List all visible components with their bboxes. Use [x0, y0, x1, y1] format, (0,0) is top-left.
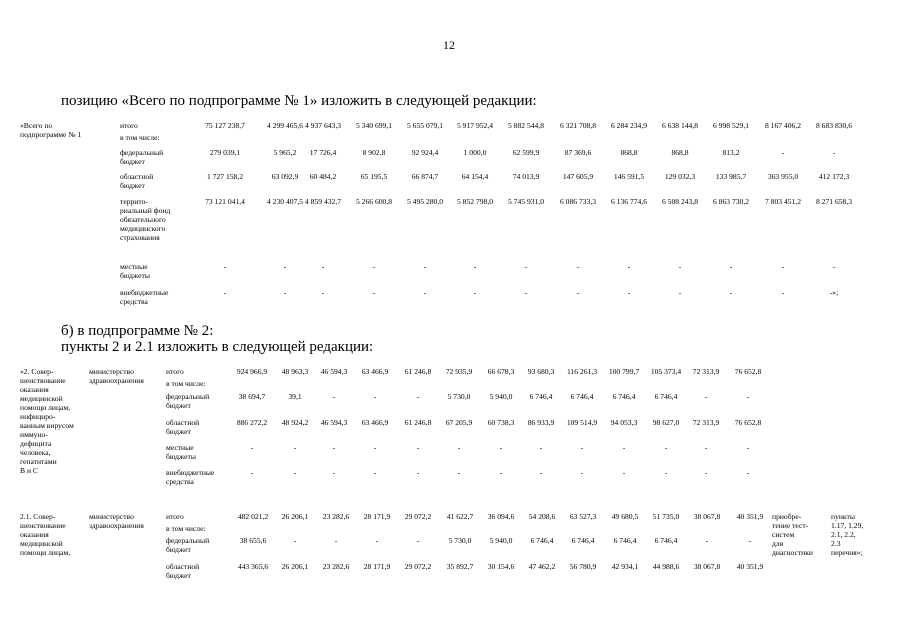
value-cell: 40 351,9 [736, 512, 764, 521]
value-cell: 87 369,6 [564, 148, 592, 157]
value-cell: - [332, 443, 336, 452]
value-cell: - [223, 262, 227, 271]
source-label-line: риальный фонд [120, 206, 171, 215]
value-cell: 6 863 730,2 [712, 197, 750, 206]
value-cell: 38 694,7 [238, 392, 266, 401]
executor-line: здравоохранения [89, 376, 144, 385]
value-cell: - [678, 288, 682, 297]
value-cell: - [678, 262, 682, 271]
source-label-line: федеральный [166, 536, 210, 545]
value-cell: - [576, 262, 580, 271]
value-cell: 6 746,4 [571, 536, 595, 545]
value-cell: - [473, 288, 477, 297]
value-cell: 8 683 830,6 [815, 121, 853, 130]
value-cell: 29 072,2 [404, 512, 432, 521]
source-label [120, 121, 138, 130]
value-cell: 76 652,8 [734, 367, 762, 376]
list-reference-line: перечня»; [831, 548, 863, 557]
value-cell: - [416, 443, 420, 452]
value-cell: - [627, 288, 631, 297]
measure-name [20, 367, 74, 475]
value-cell: 60 738,3 [487, 418, 515, 427]
value-cell: - [372, 288, 376, 297]
measure-name [20, 121, 81, 139]
value-cell: 30 154,6 [487, 562, 515, 571]
source-label-line: бюджет [120, 157, 145, 166]
value-cell: 8 902,8 [362, 148, 386, 157]
heading-b1: б) в подпрограмме № 2: [61, 323, 214, 339]
value-cell: 5 340 699,1 [355, 121, 393, 130]
intro-heading: позицию «Всего по подпрограмме № 1» изложить в следующей редакции: [61, 93, 537, 109]
measure-name-line: шенствование [20, 376, 66, 385]
value-cell: - [746, 392, 750, 401]
source-label [120, 172, 153, 190]
value-cell: 35 892,7 [446, 562, 474, 571]
measure-name-line: помощи лицам, [20, 403, 71, 412]
value-cell: - [729, 262, 733, 271]
value-cell: 47 462,2 [528, 562, 556, 571]
value-cell: - [423, 262, 427, 271]
value-cell: 48 924,2 [281, 418, 309, 427]
value-cell: - [622, 468, 626, 477]
value-cell: 4 859 432,7 [304, 197, 342, 206]
measure-name-line: иммуно- [20, 430, 48, 439]
measure-name-line: помощи лицам, [20, 548, 71, 557]
value-cell: 94 053,3 [610, 418, 638, 427]
measure-name-line: гепатитами [20, 457, 57, 466]
value-cell: 5 730,0 [448, 536, 472, 545]
value-cell: 62 599,9 [512, 148, 540, 157]
expected-result-line: диагностики [772, 548, 813, 557]
measure-name-line: «2. Совер- [20, 367, 54, 376]
value-cell: 6 746,4 [529, 392, 553, 401]
value-cell: - [704, 443, 708, 452]
value-cell: - [539, 468, 543, 477]
value-cell: 146 591,5 [613, 172, 645, 181]
source-label [120, 262, 150, 280]
value-cell: - [746, 443, 750, 452]
value-cell: - [373, 468, 377, 477]
value-cell: 6 746,4 [654, 536, 678, 545]
value-cell: 66 678,3 [487, 367, 515, 376]
value-cell: 6 998 529,1 [712, 121, 750, 130]
value-cell: - [781, 148, 785, 157]
value-cell: 5 882 544,8 [507, 121, 545, 130]
value-cell: 65 195,5 [360, 172, 388, 181]
value-cell: 109 514,9 [566, 418, 598, 427]
value-cell: - [748, 536, 752, 545]
source-label-line: средства [166, 477, 194, 486]
value-cell: 443 365,6 [237, 562, 269, 571]
source-label [166, 524, 206, 533]
source-label-line: областной [120, 172, 154, 181]
source-label-line: итого [120, 121, 138, 130]
source-label-line: местные [120, 262, 148, 271]
source-label-line: в том числе: [120, 133, 160, 142]
value-cell: 46 594,3 [320, 367, 348, 376]
value-cell: 38 067,8 [693, 512, 721, 521]
source-label [166, 418, 199, 436]
value-cell: 4 299 465,6 [266, 121, 304, 130]
page-number: 12 [443, 38, 455, 52]
value-cell: 44 988,6 [652, 562, 680, 571]
value-cell: - [293, 468, 297, 477]
value-cell: - [704, 392, 708, 401]
value-cell: 23 282,6 [322, 512, 350, 521]
value-cell: - [524, 288, 528, 297]
source-label-line: местные [166, 443, 194, 452]
expected-result-line: тение тест- [772, 521, 809, 530]
value-cell: 26 206,1 [281, 562, 309, 571]
source-label-line: бюджет [166, 545, 191, 554]
value-cell: 116 261,3 [566, 367, 598, 376]
value-cell: 42 934,1 [611, 562, 639, 571]
measure-name-line: 2.1. Совер- [20, 512, 56, 521]
source-label-line: страхования [120, 233, 160, 242]
source-label-line: в том числе: [166, 379, 206, 388]
executor-line: здравоохранения [89, 521, 144, 530]
measure-name-line: медицинской [20, 394, 63, 403]
value-cell: - [373, 443, 377, 452]
value-cell: - [729, 288, 733, 297]
expected-result-line: систем [772, 530, 795, 539]
source-label [166, 468, 214, 486]
source-label-line: внебюджетные [120, 288, 169, 297]
value-cell: - [372, 262, 376, 271]
value-cell: 4 937 643,3 [304, 121, 342, 130]
value-cell: - [332, 392, 336, 401]
source-label [166, 443, 196, 461]
value-cell: 73 121 041,4 [205, 197, 245, 206]
value-cell: 76 652,8 [734, 418, 762, 427]
source-label [166, 536, 209, 554]
source-label [120, 133, 160, 142]
value-cell: - [524, 262, 528, 271]
value-cell: - [416, 536, 420, 545]
measure-name-line: медицинской [20, 539, 63, 548]
value-cell: 6 638 144,8 [661, 121, 699, 130]
source-label [166, 512, 184, 521]
value-cell: 72 313,9 [692, 367, 720, 376]
value-cell: 17 726,4 [309, 148, 337, 157]
value-cell: 67 205,9 [445, 418, 473, 427]
value-cell: - [250, 468, 254, 477]
value-cell: 36 094,6 [487, 512, 515, 521]
value-cell: 5 655 079,1 [406, 121, 444, 130]
source-label-line: обязательного [120, 215, 166, 224]
value-cell: - [499, 468, 503, 477]
value-cell: 28 171,9 [363, 512, 391, 521]
source-label-line: средства [120, 297, 148, 306]
value-cell: 7 803 451,2 [764, 197, 802, 206]
value-cell: 63 466,9 [361, 418, 389, 427]
value-cell: 813,2 [722, 148, 740, 157]
value-cell: 49 680,5 [611, 512, 639, 521]
source-label-line: медицинского [120, 224, 166, 233]
source-label-line: террито- [120, 197, 148, 206]
source-label [166, 562, 199, 580]
source-label-line: бюджеты [120, 271, 150, 280]
value-cell: 6 136 774,6 [610, 197, 648, 206]
value-cell: 38 067,8 [693, 562, 721, 571]
value-cell: 8 167 406,2 [764, 121, 802, 130]
value-cell: - [746, 468, 750, 477]
source-label-line: итого [166, 367, 184, 376]
source-label [166, 379, 206, 388]
value-cell: 86 933,9 [527, 418, 555, 427]
value-cell: 92 924,4 [411, 148, 439, 157]
value-cell: - [321, 288, 325, 297]
value-cell: - [781, 262, 785, 271]
value-cell: 279 039,1 [209, 148, 241, 157]
executor-line: министерство [89, 512, 134, 521]
measure-name-line: подпрограмме № 1 [20, 130, 82, 139]
value-cell: 54 208,6 [528, 512, 556, 521]
source-label-line: бюджет [166, 427, 191, 436]
list-reference-line: 2.1, 2.2, [831, 530, 856, 539]
value-cell: 6 284 234,9 [610, 121, 648, 130]
expected-result-line: для [772, 539, 784, 548]
value-cell: 129 032,3 [664, 172, 696, 181]
value-cell: - [781, 288, 785, 297]
value-cell: 868,8 [671, 148, 689, 157]
value-cell: - [622, 443, 626, 452]
measure-name [20, 512, 70, 557]
value-cell: - [293, 443, 297, 452]
value-cell: 5 940,0 [489, 536, 513, 545]
value-cell: 105 373,4 [650, 367, 682, 376]
value-cell: - [321, 262, 325, 271]
value-cell: 5 266 600,8 [355, 197, 393, 206]
executor [89, 512, 144, 530]
source-label-line: бюджет [166, 571, 191, 580]
value-cell: - [832, 148, 836, 157]
list-reference-line: пункты [831, 512, 855, 521]
value-cell: 147 605,9 [562, 172, 594, 181]
value-cell: 5 940,0 [489, 392, 513, 401]
source-label-line: федеральный [120, 148, 164, 157]
value-cell: 61 246,8 [404, 418, 432, 427]
value-cell: 924 966,9 [236, 367, 268, 376]
value-cell: 63 092,9 [271, 172, 299, 181]
value-cell: 39,1 [288, 392, 302, 401]
source-label-line: внебюджетные [166, 468, 215, 477]
value-cell: 51 735,0 [652, 512, 680, 521]
value-cell: - [580, 468, 584, 477]
value-cell: 75 127 238,7 [205, 121, 245, 130]
source-label-line: итого [166, 512, 184, 521]
value-cell: 23 282,6 [322, 562, 350, 571]
value-cell: 5 852 798,0 [456, 197, 494, 206]
value-cell: - [250, 443, 254, 452]
value-cell: - [373, 392, 377, 401]
value-cell: 29 072,2 [404, 562, 432, 571]
value-cell: 66 874,7 [411, 172, 439, 181]
measure-name-line: «Всего по [20, 121, 53, 130]
source-label-line: бюджеты [166, 452, 196, 461]
value-cell: 100 799,7 [608, 367, 640, 376]
list-reference-line: 1.17, 1.29, [831, 521, 864, 530]
list-reference [831, 512, 863, 557]
value-cell: - [457, 468, 461, 477]
measure-name-line: оказания [20, 385, 49, 394]
value-cell: 60 484,2 [309, 172, 337, 181]
value-cell: - [664, 468, 668, 477]
value-cell: - [283, 288, 287, 297]
value-cell: 1 727 158,2 [206, 172, 244, 181]
source-label-line: бюджет [120, 181, 145, 190]
value-cell: 412 172,3 [818, 172, 850, 181]
value-cell: 5 965,2 [273, 148, 297, 157]
value-cell: 363 955,0 [767, 172, 799, 181]
measure-name-line: человека, [20, 448, 51, 457]
value-cell: 26 206,1 [281, 512, 309, 521]
measure-name-line: дефицита [20, 439, 52, 448]
value-cell: - [293, 536, 297, 545]
value-cell: 6 746,4 [613, 536, 637, 545]
value-cell: - [375, 536, 379, 545]
source-label-line: областной [166, 562, 200, 571]
value-cell: 6 321 708,8 [559, 121, 597, 130]
executor [89, 367, 144, 385]
value-cell: - [580, 443, 584, 452]
measure-name-line: оказания [20, 530, 49, 539]
value-cell: 5 495 280,0 [406, 197, 444, 206]
value-cell: - [539, 443, 543, 452]
value-cell: 6 746,4 [570, 392, 594, 401]
value-cell: 6 086 733,3 [559, 197, 597, 206]
heading-b2: пункты 2 и 2.1 изложить в следующей редакции: [61, 339, 374, 355]
value-cell: 38 655,6 [239, 536, 267, 545]
value-cell: - [664, 443, 668, 452]
value-cell: 48 963,3 [281, 367, 309, 376]
value-cell: - [334, 536, 338, 545]
value-cell: -»; [829, 288, 839, 297]
value-cell: 28 171,9 [363, 562, 391, 571]
value-cell: 63 466,9 [361, 367, 389, 376]
value-cell: 63 527,3 [569, 512, 597, 521]
value-cell: 6 508 243,8 [661, 197, 699, 206]
measure-name-line: ванным вирусом [20, 421, 74, 430]
measure-name-line: В и С [20, 466, 38, 475]
value-cell: - [416, 468, 420, 477]
value-cell: 133 985,7 [715, 172, 747, 181]
value-cell: 64 154,4 [461, 172, 489, 181]
value-cell: 74 013,9 [512, 172, 540, 181]
expected-result [772, 512, 813, 557]
expected-result-line: приобре- [772, 512, 802, 521]
value-cell: 6 746,4 [654, 392, 678, 401]
source-label [120, 288, 168, 306]
value-cell: 5 917 952,4 [456, 121, 494, 130]
measure-name-line: инфициро- [20, 412, 56, 421]
executor-line: министерство [89, 367, 134, 376]
value-cell: 93 680,3 [527, 367, 555, 376]
value-cell: 6 746,4 [612, 392, 636, 401]
value-cell: - [832, 262, 836, 271]
value-cell: - [473, 262, 477, 271]
value-cell: 46 594,3 [320, 418, 348, 427]
value-cell: - [416, 392, 420, 401]
value-cell: 61 246,8 [404, 367, 432, 376]
list-reference-line: 2.3 [831, 539, 841, 548]
source-label-line: областной [166, 418, 200, 427]
value-cell: 482 021,2 [237, 512, 269, 521]
source-label [166, 392, 209, 410]
value-cell: - [332, 468, 336, 477]
value-cell: - [499, 443, 503, 452]
value-cell: 41 622,7 [446, 512, 474, 521]
value-cell: 40 351,9 [736, 562, 764, 571]
value-cell: - [423, 288, 427, 297]
value-cell: 72 935,9 [445, 367, 473, 376]
value-cell: - [457, 443, 461, 452]
value-cell: 72 313,9 [692, 418, 720, 427]
source-label [120, 148, 163, 166]
source-label-line: бюджет [166, 401, 191, 410]
value-cell: - [223, 288, 227, 297]
value-cell: 5 745 931,0 [507, 197, 545, 206]
source-label [166, 367, 184, 376]
value-cell: - [705, 536, 709, 545]
source-label-line: в том числе: [166, 524, 206, 533]
value-cell: - [283, 262, 287, 271]
value-cell: 56 780,9 [569, 562, 597, 571]
value-cell: 98 627,0 [652, 418, 680, 427]
value-cell: 1 000,0 [463, 148, 487, 157]
value-cell: 5 730,0 [447, 392, 471, 401]
value-cell: 868,8 [620, 148, 638, 157]
value-cell: 4 230 407,5 [266, 197, 304, 206]
source-label [120, 197, 170, 242]
measure-name-line: шенствование [20, 521, 66, 530]
value-cell: - [576, 288, 580, 297]
value-cell: 6 746,4 [530, 536, 554, 545]
source-label-line: федеральный [166, 392, 210, 401]
value-cell: - [627, 262, 631, 271]
value-cell: 886 272,2 [236, 418, 268, 427]
value-cell: - [704, 468, 708, 477]
value-cell: 8 271 658,3 [815, 197, 853, 206]
